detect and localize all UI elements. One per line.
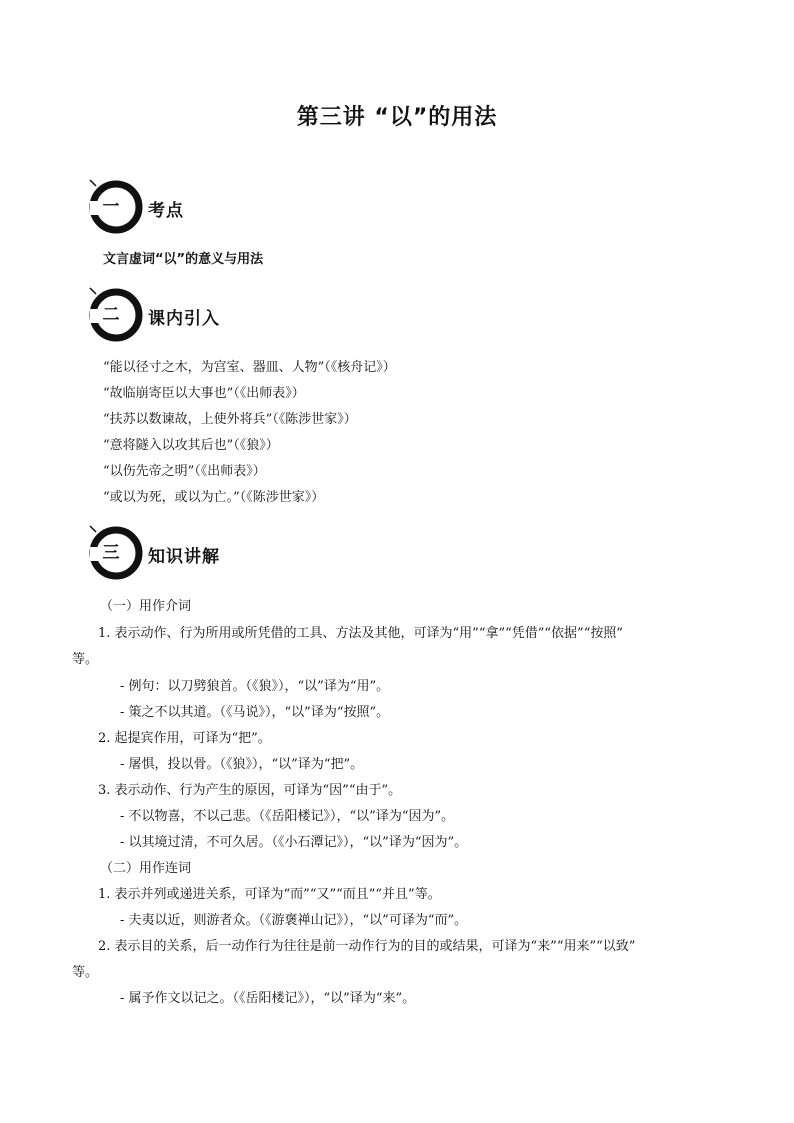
- quote-line: “能以径寸之木，为宫室、器皿、人物”（《核舟记》）: [103, 360, 396, 375]
- section-header-3: [86, 522, 386, 586]
- example: - 例句：以刀劈狼首。（《狼》），“以”译为“用”。: [120, 679, 390, 694]
- example: - 不以物喜，不以己悲。（《岳阳楼记》），“以”译为“因为”。: [120, 809, 455, 824]
- quote-line: “扶苏以数谏故，上使外将兵”（《陈涉世家》）: [103, 412, 357, 427]
- section-title: 知识讲解: [148, 547, 220, 567]
- example: - 夫夷以近，则游者众。（《游褒禅山记》），“以”可译为“而”。: [120, 913, 468, 928]
- section-header-2: [86, 284, 386, 348]
- point-4: 1. 表示并列或递进关系，可译为“而”“又”“而且”“并且”等。: [98, 887, 441, 902]
- exam-point-text: 文言虚词“以”的意义与用法: [103, 252, 264, 267]
- point-5: 2. 表示目的关系，后一动作行为往往是前一动作行为的目的或结果，可译为“来”“用来”“以致”: [98, 939, 636, 954]
- ink-circle-icon: [86, 522, 150, 586]
- point-5-cont: 等。: [72, 965, 99, 980]
- subheading-conjunction: （二）用作连词: [100, 861, 192, 876]
- quote-line: “意将隧入以攻其后也”（《狼》）: [103, 438, 279, 453]
- section-header-1: [86, 176, 386, 240]
- quote-line: “或以为死，或以为亡。”（《陈涉世家》）: [103, 490, 325, 505]
- quote-line: “故临崩寄臣以大事也”（《出师表》）: [103, 386, 305, 401]
- point-1: 1. 表示动作、行为所用或所凭借的工具、方法及其他，可译为“用”“拿”“凭借”“依据”“按照”: [98, 626, 623, 641]
- subheading-preposition: （一）用作介词: [100, 599, 192, 614]
- section-title: 课内引入: [148, 309, 220, 329]
- ink-circle-icon: [86, 284, 150, 348]
- example: - 以其境过清，不可久居。（《小石潭记》），“以”译为“因为”。: [120, 835, 468, 850]
- point-2: 2. 起提宾作用，可译为“把”。: [98, 731, 271, 746]
- section-number: 一: [102, 197, 120, 217]
- section-number: 三: [102, 543, 120, 563]
- section-number: 二: [102, 305, 120, 325]
- example: - 屠惧，投以骨。（《狼》），“以”译为“把”。: [120, 757, 364, 772]
- section-title: 考点: [148, 201, 184, 221]
- point-1-cont: 等。: [72, 652, 99, 667]
- example: - 策之不以其道。（《马说》），“以”译为“按照”。: [120, 705, 390, 720]
- page-title: 第三讲 “以”的用法: [296, 105, 498, 130]
- point-3: 3. 表示动作、行为产生的原因，可译为“因”“由于”。: [98, 783, 402, 798]
- ink-circle-icon: [86, 176, 150, 240]
- example: - 属予作文以记之。（《岳阳楼记》），“以”译为“来”。: [120, 991, 416, 1006]
- quote-line: “以伤先帝之明”（《出师表》）: [103, 464, 266, 479]
